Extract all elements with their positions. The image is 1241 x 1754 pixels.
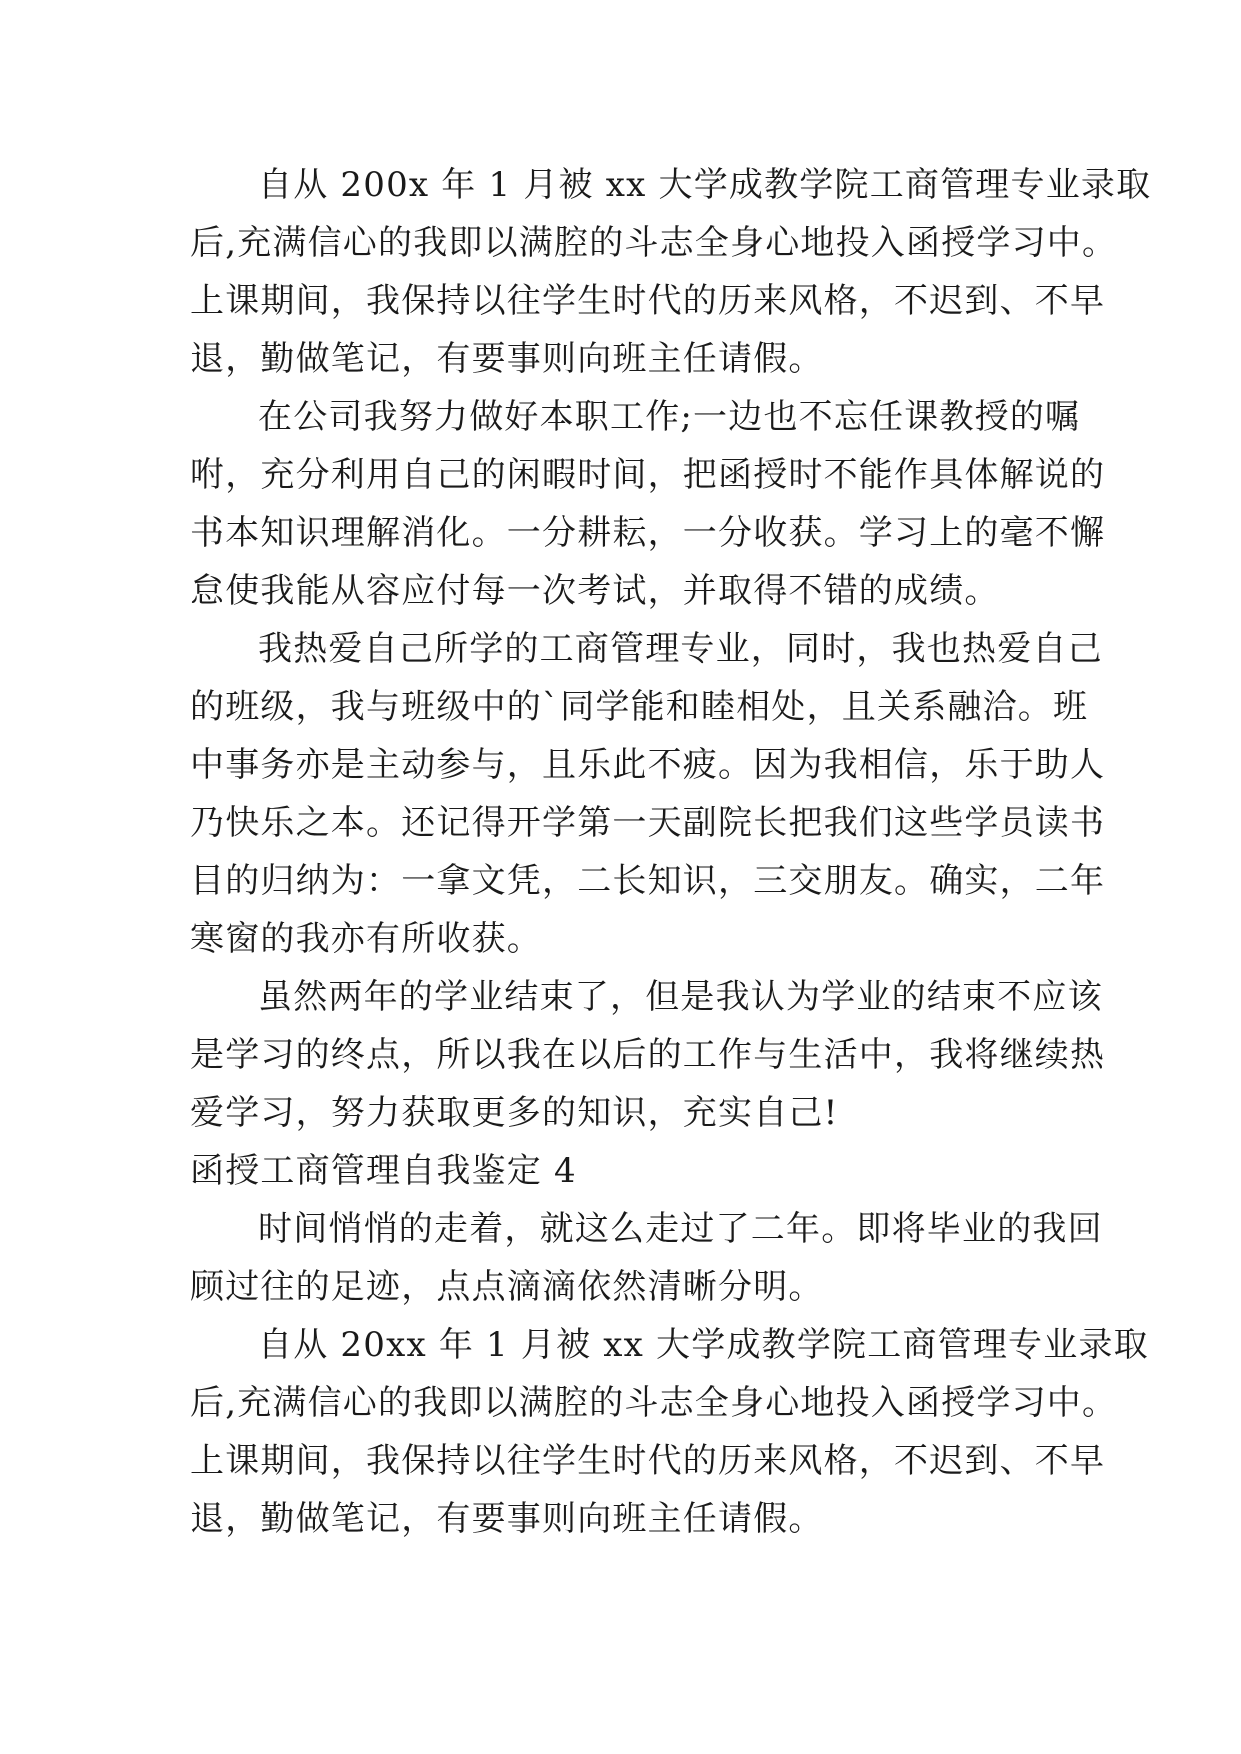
section-heading: 函授工商管理自我鉴定 4 — [190, 1151, 577, 1191]
paragraph-4-line-3: 爱学习，努力获取更多的知识，充实自己! — [190, 1093, 839, 1133]
paragraph-2-line-1: 在公司我努力做好本职工作;一边也不忘任课教授的嘱 — [258, 397, 1081, 437]
paragraph-1-line-4: 退，勤做笔记，有要事则向班主任请假。 — [190, 339, 824, 379]
paragraph-3-line-5: 目的归纳为：一拿文凭，二长知识，三交朋友。确实，二年 — [190, 861, 1106, 901]
paragraph-3-line-4: 乃快乐之本。还记得开学第一天副院长把我们这些学员读书 — [190, 803, 1106, 843]
paragraph-3-line-6: 寒窗的我亦有所收获。 — [190, 919, 542, 959]
paragraph-5-line-2: 顾过往的足迹，点点滴滴依然清晰分明。 — [190, 1267, 824, 1307]
paragraph-6-line-2: 后,充满信心的我即以满腔的斗志全身心地投入函授学习中。 — [190, 1383, 1118, 1423]
paragraph-2-line-3: 书本知识理解消化。一分耕耘，一分收获。学习上的毫不懈 — [190, 513, 1106, 553]
paragraph-6-line-3: 上课期间，我保持以往学生时代的历来风格，不迟到、不早 — [190, 1441, 1106, 1481]
paragraph-3-line-1: 我热爱自己所学的工商管理专业，同时，我也热爱自己 — [258, 629, 1103, 669]
paragraph-3-line-3: 中事务亦是主动参与，且乐此不疲。因为我相信，乐于助人 — [190, 745, 1106, 785]
paragraph-6-line-1: 自从 20xx 年 1 月被 xx 大学成教学院工商管理专业录取 — [258, 1325, 1149, 1365]
paragraph-1-line-2: 后,充满信心的我即以满腔的斗志全身心地投入函授学习中。 — [190, 223, 1118, 263]
paragraph-3-line-2: 的班级，我与班级中的`同学能和睦相处，且关系融洽。班 — [190, 687, 1089, 727]
paragraph-1-line-1: 自从 200x 年 1 月被 xx 大学成教学院工商管理专业录取 — [258, 165, 1152, 205]
paragraph-2-line-2: 咐，充分利用自己的闲暇时间，把函授时不能作具体解说的 — [190, 455, 1106, 495]
paragraph-4-line-2: 是学习的终点，所以我在以后的工作与生活中，我将继续热 — [190, 1035, 1106, 1075]
paragraph-1-line-3: 上课期间，我保持以往学生时代的历来风格，不迟到、不早 — [190, 281, 1106, 321]
paragraph-4-line-1: 虽然两年的学业结束了，但是我认为学业的结束不应该 — [258, 977, 1103, 1017]
paragraph-2-line-4: 怠使我能从容应付每一次考试，并取得不错的成绩。 — [190, 571, 1000, 611]
paragraph-5-line-1: 时间悄悄的走着，就这么走过了二年。即将毕业的我回 — [258, 1209, 1103, 1249]
paragraph-6-line-4: 退，勤做笔记，有要事则向班主任请假。 — [190, 1499, 824, 1539]
